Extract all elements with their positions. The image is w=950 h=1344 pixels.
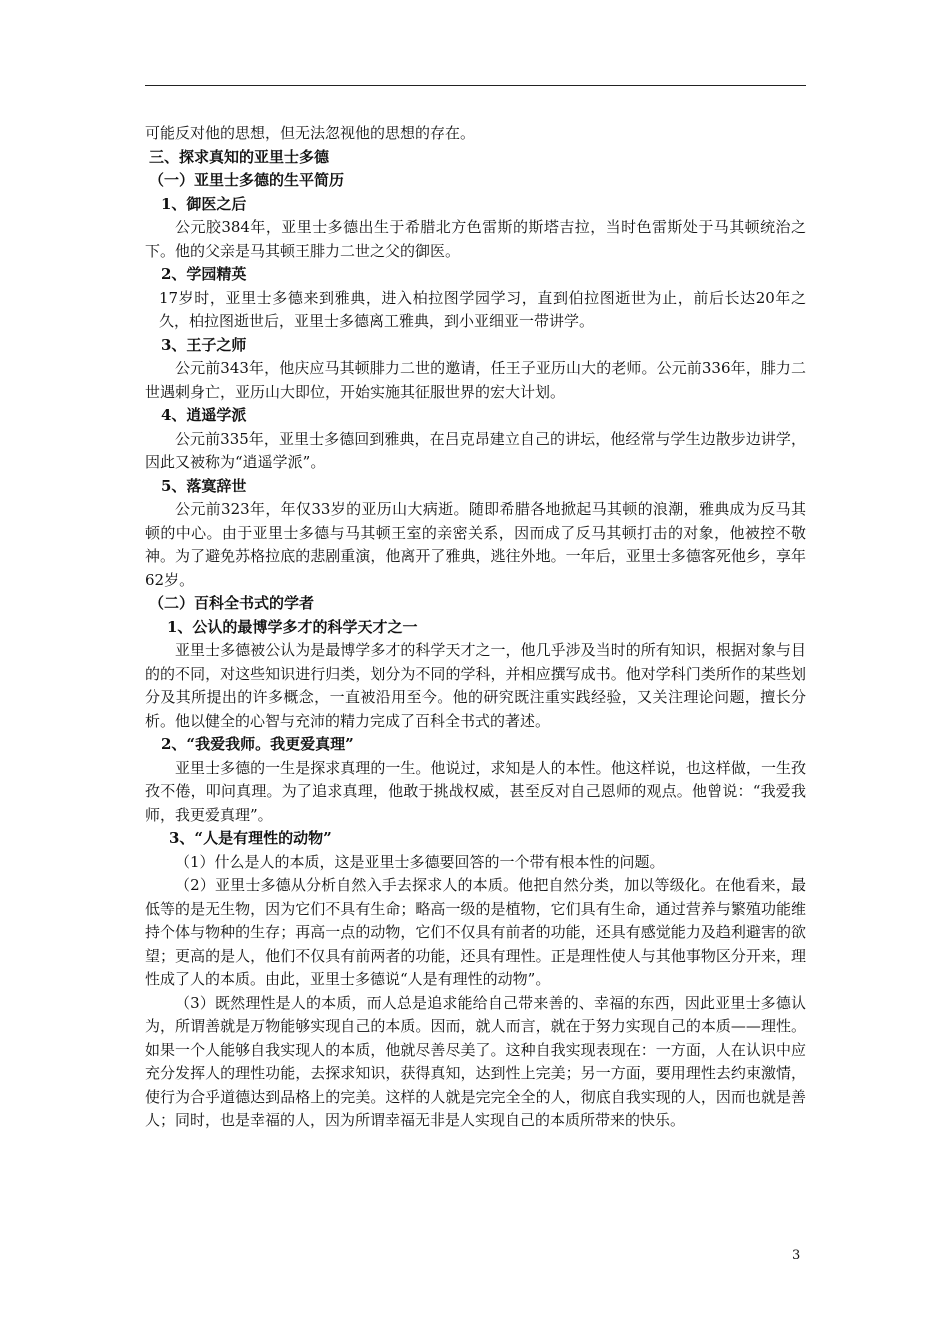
- page-number: 3: [792, 1248, 801, 1263]
- subsection-heading: （一）亚里士多德的生平简历: [149, 171, 345, 189]
- paragraph: 公元胶384年，亚里士多德出生于希腊北方色雷斯的斯塔吉拉，当时色雷斯处于马其顿统治之下。他的父亲是马其顿王腓力二世之父的御医。: [145, 218, 806, 260]
- item-heading: 1、公认的最博学多才的科学天才之一: [167, 617, 418, 636]
- paragraph: （3）既然理性是人的本质，而人总是追求能给自己带来善的、幸福的东西，因此亚里士多德认为，所谓善就是万物能够实现自己的本质。因而，就人而言，就在于努力实现自己的本质——理性。如果一个人能够自我实现人的本质，他就尽善尽美了。这种自我实现表现在：一方面，人在认识中应充分发挥人的理性功能，去探求知识，获得真知，达到性上完美；另一方面，要用理性去约束激情，使行为合乎道德达到品格上的完美。这样的人就是完完全全的人，彻底自我实现的人，因而也就是善人；同时，也是幸福的人，因为所谓幸福无非是人实现自己的本质所带来的快乐。: [145, 993, 806, 1129]
- paragraph: （1）什么是人的本质，这是亚里士多德要回答的一个带有根本性的问题。: [175, 852, 665, 871]
- item-heading: 5、落寞辞世: [161, 476, 247, 495]
- header-rule: [145, 85, 806, 86]
- paragraph: 公元前323年，年仅33岁的亚历山大病逝。随即希腊各地掀起马其顿的浪潮，雅典成为反马其顿的中心。由于亚里士多德与马其顿王室的亲密关系，因而成了反马其顿打击的对象，他被控不敬神。为了避免苏格拉底的悲剧重演，他离开了雅典，逃往外地。一年后，亚里士多德客死他乡，享年62岁。: [145, 500, 806, 589]
- paragraph: （2）亚里士多德从分析自然入手去探求人的本质。他把自然分类，加以等级化。在他看来，最低等的是无生物，因为它们不具有生命；略高一级的是植物，它们具有生命，通过营养与繁殖功能维持个体与物种的生存；再高一点的动物，它们不仅具有前者的功能，还具有感觉能力及趋利避害的欲望；更高的是人，他们不仅具有前两者的功能，还具有理性。正是理性使人与其他事物区分开来，理性成了人的本质。由此，亚里士多德说“人是有理性的动物”。: [145, 876, 806, 988]
- paragraph: 亚里士多德的一生是探求真理的一生。他说过，求知是人的本性。他这样说，也这样做，一生孜孜不倦，叩问真理。为了追求真理，他敢于挑战权威，甚至反对自己恩师的观点。他曾说：“我爱我师，我更爱真理”。: [145, 758, 806, 824]
- paragraph: 公元前343年，他庆应马其顿腓力二世的邀请，任王子亚历山大的老师。公元前336年，腓力二世遇刺身亡，亚历山大即位，开始实施其征服世界的宏大计划。: [145, 359, 806, 401]
- paragraph: 可能反对他的思想，但无法忽视他的思想的存在。: [145, 124, 476, 142]
- paragraph: 17岁时，亚里士多德来到雅典，进入柏拉图学园学习，直到伯拉图逝世为止，前后长达20年之久，柏拉图逝世后，亚里士多德离工雅典，到小亚细亚一带讲学。: [159, 288, 806, 330]
- item-heading: 4、逍遥学派: [161, 406, 247, 424]
- document-body: [145, 122, 806, 1133]
- item-heading: 2、“我爱我师。我更爱真理”: [161, 735, 354, 753]
- section-heading: 三、探求真知的亚里士多德: [149, 147, 330, 166]
- paragraph: 公元前335年，亚里士多德回到雅典，在吕克昂建立自己的讲坛，他经常与学生边散步边讲学，因此又被称为“逍遥学派”。: [145, 429, 806, 471]
- item-heading: 2、学园精英: [161, 265, 247, 283]
- subsection-heading: （二）百科全书式的学者: [149, 594, 315, 612]
- item-heading: 1、御医之后: [161, 194, 247, 213]
- item-heading: 3、“人是有理性的动物”: [169, 829, 332, 847]
- item-heading: 3、王子之师: [161, 335, 247, 354]
- paragraph: 亚里士多德被公认为是最博学多才的科学天才之一，他几乎涉及当时的所有知识，根据对象与目的的不同，对这些知识进行归类，划分为不同的学科，并相应撰写成书。他对学科门类所作的某些划分及其所提出的许多概念，一直被沿用至今。他的研究既注重实践经验，又关注理论问题，擅长分析。他以健全的心智与充沛的精力完成了百科全书式的著述。: [145, 641, 806, 730]
